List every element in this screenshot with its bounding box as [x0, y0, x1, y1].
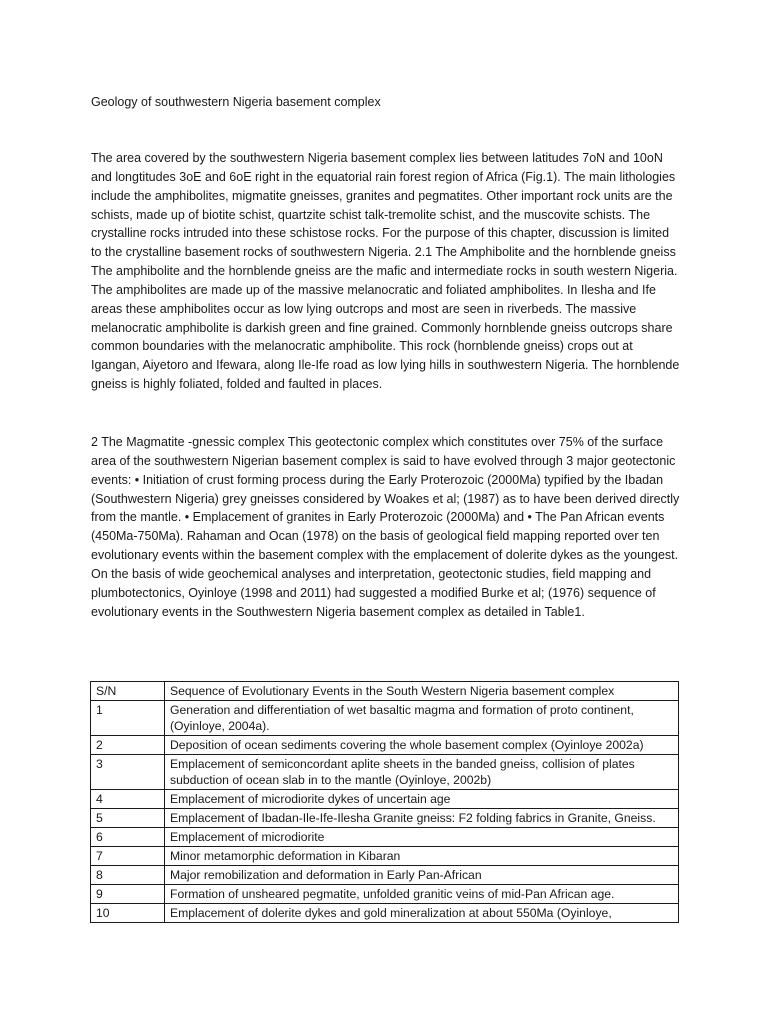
row-event: Emplacement of microdiorite [165, 828, 679, 847]
header-serial-number: S/N [91, 682, 165, 701]
table-row [91, 736, 679, 755]
table-row [91, 904, 679, 923]
table-row [91, 701, 679, 736]
evolutionary-events-table [90, 681, 679, 923]
table-row [91, 755, 679, 790]
row-event: Emplacement of semiconcordant aplite sheets in the banded gneiss, collision of plates subduction of ocean slab in to the mantle (Oyinloye, 2002b) [165, 755, 679, 790]
table-row [91, 809, 679, 828]
document-title: Geology of southwestern Nigeria basement complex [91, 95, 381, 109]
table-header-row [91, 682, 679, 701]
row-serial-number: 1 [91, 701, 165, 736]
row-event: Deposition of ocean sediments covering the whole basement complex (Oyinloye 2002a) [165, 736, 679, 755]
header-event-sequence: Sequence of Evolutionary Events in the South Western Nigeria basement complex [165, 682, 679, 701]
table-row [91, 790, 679, 809]
table-row [91, 866, 679, 885]
row-event: Minor metamorphic deformation in Kibaran [165, 847, 679, 866]
row-event: Formation of unsheared pegmatite, unfolded granitic veins of mid-Pan African age. [165, 885, 679, 904]
row-serial-number: 7 [91, 847, 165, 866]
row-serial-number: 8 [91, 866, 165, 885]
paragraph-migmatite-complex: 2 The Magmatite -gnessic complex This geotectonic complex which constitutes over 75% of the surface area of the southwestern Nigerian basement complex is said to have evolved through 3 major geotectonic events: • Initiation of crust forming process during the Early Proterozoic (2000Ma) typified by the Ibadan (Southwestern Nigeria) grey gneisses considered by Woakes et al; (1987) as to have been derived directly from the mantle. • Emplacement of granites in Early Proterozoic (2000Ma) and • The Pan African events (450Ma-750Ma). Rahaman and Ocan (1978) on the basis of geological field mapping reported over ten evolutionary events within the basement complex with the emplacement of dolerite dykes as the youngest. On the basis of wide geochemical analyses and interpretation, geotectonic studies, field mapping and plumbotectonics, Oyinloye (1998 and 2011) had suggested a modified Burke et al; (1976) sequence of evolutionary events in the Southwestern Nigeria basement complex as detailed in Table1. [91, 435, 680, 619]
row-serial-number: 3 [91, 755, 165, 790]
row-serial-number: 6 [91, 828, 165, 847]
row-event: Emplacement of microdiorite dykes of uncertain age [165, 790, 679, 809]
row-serial-number: 5 [91, 809, 165, 828]
row-event: Emplacement of dolerite dykes and gold mineralization at about 550Ma (Oyinloye, [165, 904, 679, 923]
table-row [91, 885, 679, 904]
table-row [91, 828, 679, 847]
row-serial-number: 10 [91, 904, 165, 923]
row-serial-number: 2 [91, 736, 165, 755]
row-serial-number: 4 [91, 790, 165, 809]
table-row [91, 847, 679, 866]
row-event: Generation and differentiation of wet basaltic magma and formation of proto continent, (Oyinloye, 2004a). [165, 701, 679, 736]
row-event: Major remobilization and deformation in Early Pan-African [165, 866, 679, 885]
paragraph-lithologies: The area covered by the southwestern Nigeria basement complex lies between latitudes 7oN and 10oN and longtitudes 3oE and 6oE right in the equatorial rain forest region of Africa (Fig.1). The main lithologies include the amphibolites, migmatite gneisses, granites and pegmatites. Other important rock units are the schists, made up of biotite schist, quartzite schist talk-tremolite schist, and the muscovite schists. The crystalline rocks intruded into these schistose rocks. For the purpose of this chapter, discussion is limited to the crystalline basement rocks of southwestern Nigeria. 2.1 The Amphibolite and the hornblende gneiss The amphibolite and the hornblende gneiss are the mafic and intermediate rocks in south western Nigeria. The amphibolites are made up of the massive melanocratic and foliated amphibolites. In Ilesha and Ife areas these amphibolites occur as low lying outcrops and most are seen in riverbeds. The massive melanocratic amphibolite is darkish green and fine grained. Commonly hornblende gneiss outcrops share common boundaries with the melanocratic amphibolite. This rock (hornblende gneiss) crops out at Igangan, Aiyetoro and Ifewara, along Ile-Ife road as low lying hills in southwestern Nigeria. The hornblende gneiss is highly foliated, folded and faulted in places. [91, 151, 680, 392]
row-serial-number: 9 [91, 885, 165, 904]
row-event: Emplacement of Ibadan-Ile-Ife-Ilesha Granite gneiss: F2 folding fabrics in Granite, Gneiss. [165, 809, 679, 828]
